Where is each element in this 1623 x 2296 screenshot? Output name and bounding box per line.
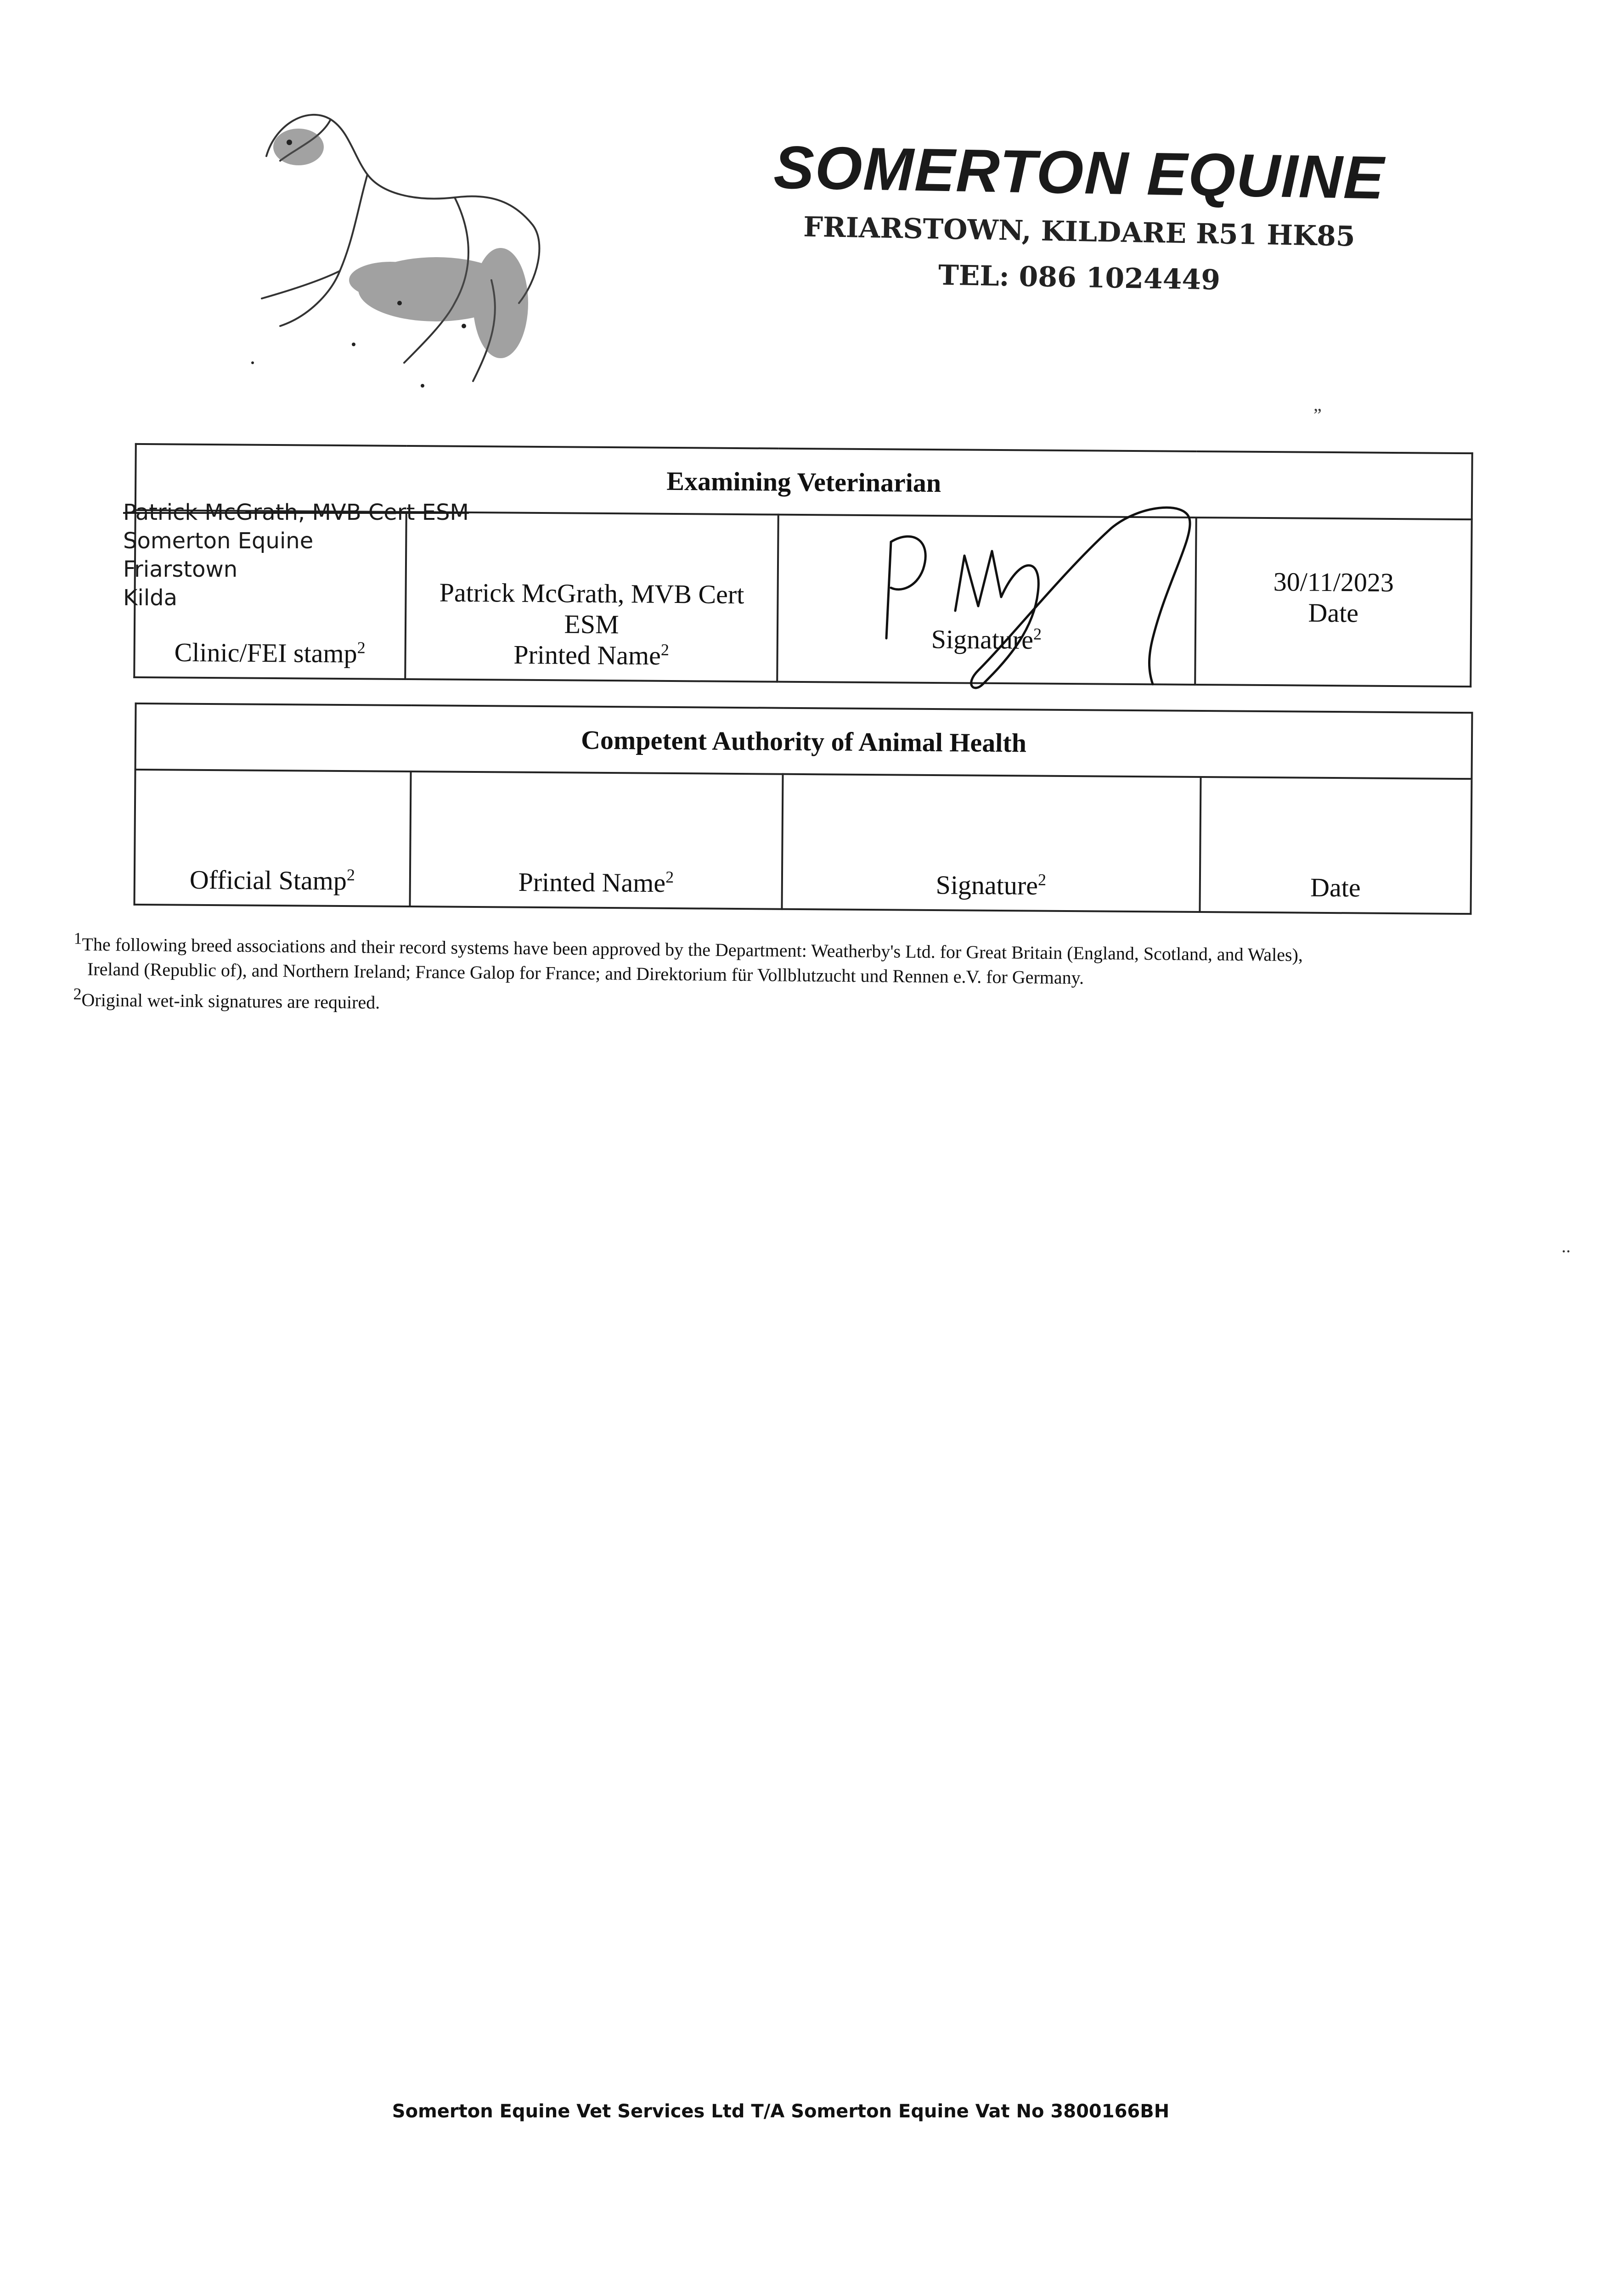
stamp-line-clinic: Somerton Equine bbox=[123, 528, 314, 554]
vet-date-value: 30/11/2023 bbox=[1273, 567, 1394, 597]
company-name: SOMERTON EQUINE bbox=[773, 133, 1386, 212]
company-footer: Somerton Equine Vet Services Ltd T/A Somerton Equine Vat No 3800166BH bbox=[392, 2101, 1170, 2122]
ca-date-cell bbox=[1200, 777, 1471, 914]
vet-date-cell bbox=[1195, 518, 1472, 687]
clinic-stamp-label: Clinic/FEI stamp$^2$ bbox=[174, 637, 366, 669]
official-stamp-label: Official Stamp$^2$ bbox=[189, 864, 355, 896]
footnote-1-continued: Ireland (Republic of), and Northern Ireland; France Galop for France; and Direktorium für Vollblutzucht und Rennen e.V. for Germany. bbox=[87, 958, 1084, 988]
stamp-line-town: Friarstown bbox=[123, 557, 238, 582]
footnote-2: $^2$Original wet-ink signatures are required. bbox=[73, 985, 380, 1013]
vet-printed-name-value-line1: Patrick McGrath, MVB Cert bbox=[439, 577, 744, 609]
stamp-line-county: Kilda bbox=[123, 585, 178, 611]
vet-signature-label: Signature$^2$ bbox=[931, 624, 1042, 655]
vet-date-label: Date bbox=[1308, 597, 1359, 628]
vet-printed-name-label: Printed Name$^2$ bbox=[513, 639, 670, 670]
footnote-1: $^1$The following breed associations and their record systems have been approved by the Department: Weatherby's Ltd. for Great Britain (England, Scotland, and Wales), bbox=[73, 929, 1303, 965]
official-stamp-cell bbox=[135, 770, 411, 906]
competent-authority-title: Competent Authority of Animal Health bbox=[135, 703, 1472, 779]
vet-printed-name-value-line2: ESM bbox=[564, 609, 619, 639]
footnotes bbox=[73, 926, 1525, 1025]
ca-date-label: Date bbox=[1310, 872, 1361, 903]
company-telephone: TEL: 086 1024449 bbox=[938, 259, 1221, 297]
scan-mark: ” bbox=[1313, 405, 1322, 425]
handwritten-signature bbox=[873, 501, 1231, 693]
examining-veterinarian-title: Examining Veterinarian bbox=[135, 444, 1472, 519]
vet-rubber-stamp bbox=[123, 498, 472, 612]
ca-printed-name-cell bbox=[410, 771, 783, 909]
ca-signature-cell bbox=[782, 774, 1200, 912]
stamp-line-name: Patrick McGrath, MVB Cert ESM bbox=[123, 500, 469, 525]
scan-mark: .. bbox=[1561, 1236, 1571, 1256]
ca-printed-name-label: Printed Name$^2$ bbox=[518, 867, 674, 898]
company-address: FRIARSTOWN, KILDARE R51 HK85 bbox=[803, 211, 1356, 253]
horse-logo-icon bbox=[216, 87, 574, 404]
ca-signature-label: Signature$^2$ bbox=[935, 870, 1047, 900]
competent-authority-table bbox=[133, 703, 1473, 915]
